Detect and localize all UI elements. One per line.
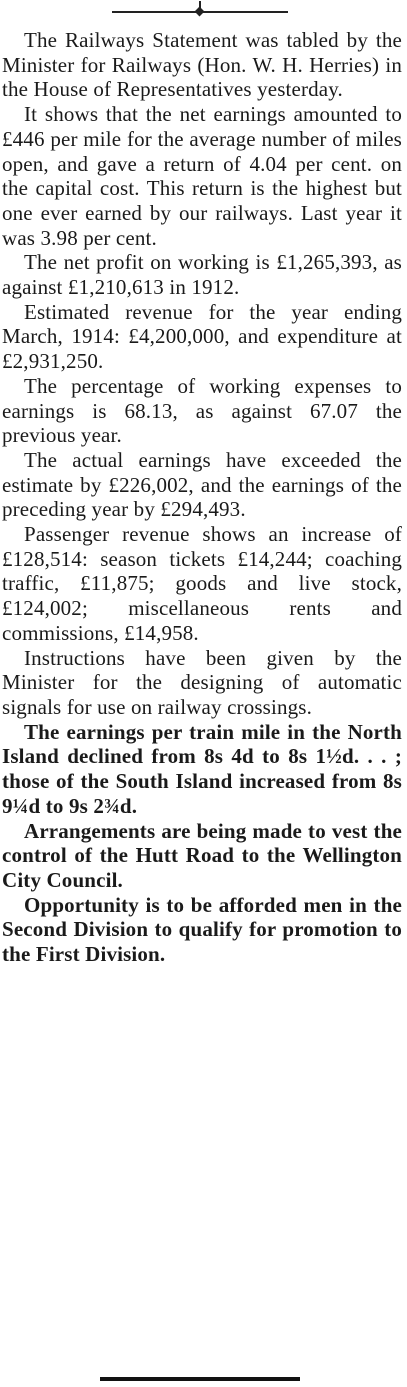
paragraph-hutt-road: Arrangements are being made to vest the control of the Hutt Road to the Wellington City Council. (2, 818, 402, 892)
paragraph-statement-tabled: The Railways Statement was tabled by the Minister for Railways (Hon. W. H. Herries) in the House of Representatives yesterday. (2, 28, 402, 102)
paragraph-train-mile-earnings: The earnings per train mile in the North Island declined from 8s 4d to 8s 1½d. . . ; those of the South Island increased from 8s 9¼d to 9s 2¾d. (2, 719, 402, 818)
paragraph-automatic-signals: Instructions have been given by the Minister for the designing of automatic signals for use on railway crossings. (2, 645, 402, 719)
paragraph-working-expenses: The percentage of working expenses to earnings is 68.13, as against 67.07 the previous year. (2, 373, 402, 448)
article-body (2, 28, 402, 967)
paragraph-actual-earnings: The actual earnings have exceeded the estimate by £226,002, and the earnings of the preceding year by £294,493. (2, 447, 402, 522)
paragraph-estimated-revenue: Estimated revenue for the year ending March, 1914: £4,200,000, and expenditure at £2,931,250. (2, 299, 402, 374)
diamond-ornament-icon (195, 7, 205, 17)
paragraph-promotion: Opportunity is to be afforded men in the Second Division to qualify for promotion to the First Division. (2, 892, 402, 967)
rule-bottom (100, 1377, 300, 1381)
paragraph-net-earnings: It shows that the net earnings amounted to £446 per mile for the average number of miles open, and gave a return of 4.04 per cent. on the capital cost. This return is the highest but one ever earned by our railways. Last year it was 3.98 per cent. (2, 102, 402, 250)
paragraph-passenger-revenue: Passenger revenue shows an increase of £128,514: season tickets £14,244; coaching traffic, £11,875; goods and live stock, £124,002; miscellaneous rents and commissions, £14,958. (2, 522, 402, 645)
paragraph-net-profit: The net profit on working is £1,265,393, as against £1,210,613 in 1912. (2, 250, 402, 300)
ornamental-rule-top (112, 9, 288, 15)
